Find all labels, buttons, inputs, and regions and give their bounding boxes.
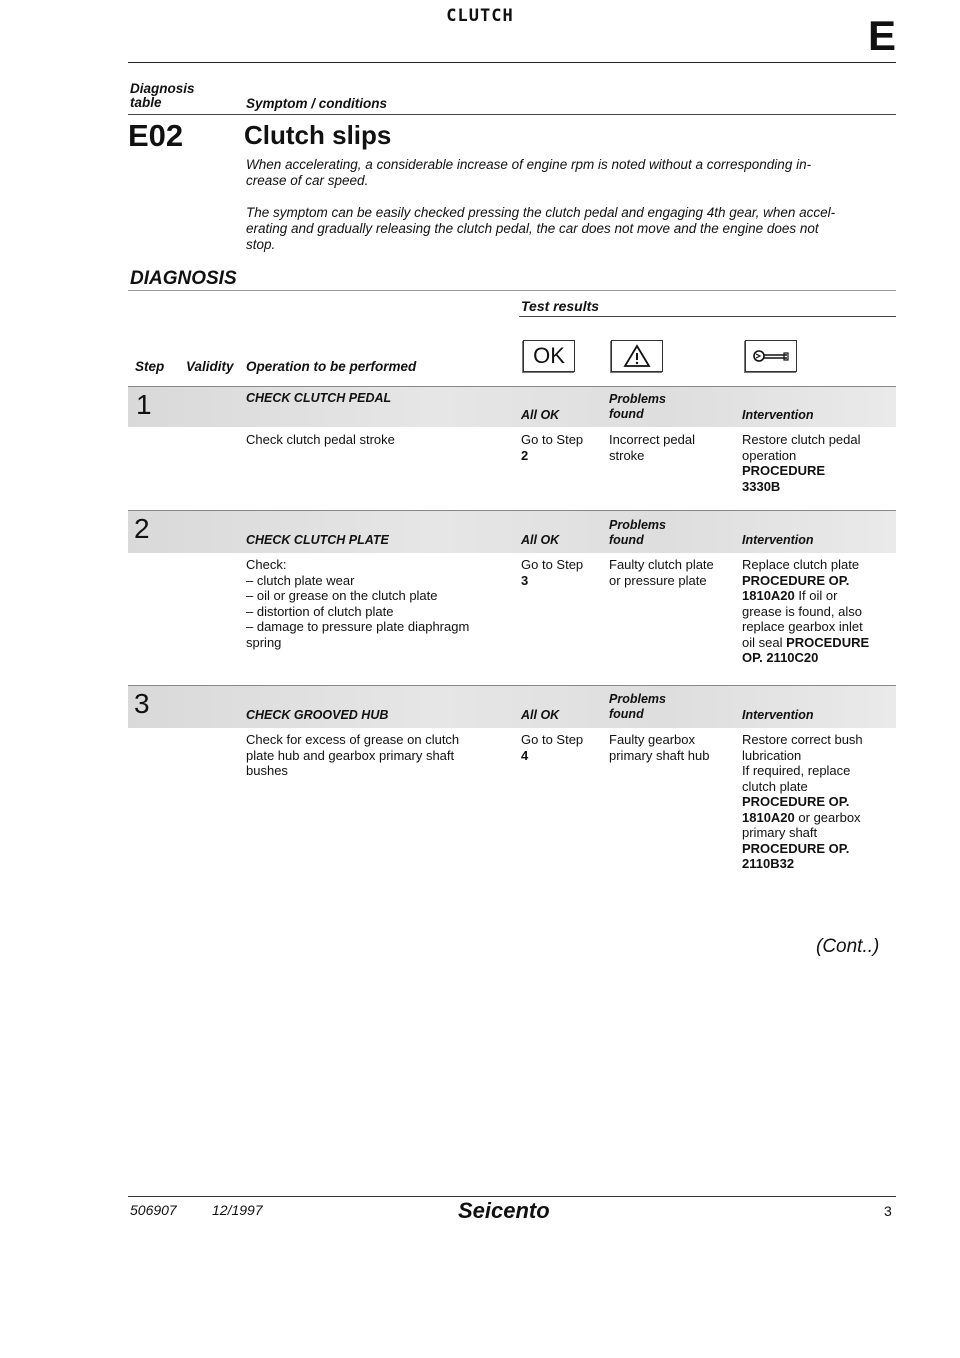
step-2-all-ok: All OK bbox=[521, 533, 560, 547]
intervention-line: oil seal PROCEDURE bbox=[742, 634, 870, 650]
test-results-rule bbox=[519, 316, 896, 317]
symptom-code: E02 bbox=[128, 118, 184, 153]
footer-date: 12/1997 bbox=[212, 1202, 263, 1218]
diagnosis-label-line2: table bbox=[130, 95, 162, 110]
text-line: Faulty gearbox bbox=[609, 732, 695, 747]
text-line: or pressure plate bbox=[609, 572, 707, 588]
symptom-conditions-label: Symptom / conditions bbox=[246, 96, 388, 111]
ok-icon-text: OK bbox=[533, 343, 565, 368]
diagnosis-label-line1: Diagnosis bbox=[130, 81, 195, 96]
warning-triangle-icon bbox=[611, 340, 663, 372]
header-rule bbox=[128, 62, 896, 63]
intervention-line: clutch plate bbox=[742, 778, 808, 794]
text-line: spring bbox=[246, 634, 282, 650]
text-line: Check: bbox=[246, 557, 287, 572]
intervention-line bbox=[742, 841, 863, 857]
step-1-problem bbox=[609, 432, 695, 463]
procedure-ref: 3330B bbox=[742, 478, 781, 494]
procedure-ref: 1810A20 bbox=[742, 588, 795, 603]
step-2-intervention: Intervention bbox=[742, 533, 814, 547]
text-line: – distortion of clutch plate bbox=[246, 603, 394, 619]
step-1-intervention-text bbox=[742, 432, 861, 494]
step-3-intervention: Intervention bbox=[742, 708, 814, 722]
symptom-description-2 bbox=[246, 205, 898, 253]
table-head-rule bbox=[128, 114, 896, 115]
intervention-line: operation bbox=[742, 447, 797, 463]
problems-line2: found bbox=[609, 707, 644, 721]
text-line: stroke bbox=[609, 447, 645, 463]
step-3-problem bbox=[609, 732, 709, 763]
intervention-line: replace gearbox inlet bbox=[742, 619, 863, 634]
step-2-problem bbox=[609, 557, 714, 588]
footer-rule bbox=[128, 1196, 896, 1197]
go-to-step-number: 3 bbox=[521, 572, 529, 588]
text-line: plate hub and gearbox primary shaft bbox=[246, 747, 455, 763]
col-validity: Validity bbox=[186, 359, 234, 374]
intervention-line bbox=[742, 794, 863, 810]
intervention-line bbox=[742, 479, 861, 495]
desc1-line2: crease of car speed. bbox=[246, 173, 369, 188]
col-operation: Operation to be performed bbox=[246, 359, 417, 374]
footer-doc-code: 506907 bbox=[130, 1202, 177, 1218]
footer-page-number: 3 bbox=[884, 1203, 892, 1219]
text-line: – damage to pressure plate diaphragm bbox=[246, 619, 470, 634]
procedure-ref: 2110B32 bbox=[742, 856, 795, 871]
intervention-line: 1810A20 If oil or bbox=[742, 588, 838, 603]
text-line: primary shaft hub bbox=[609, 747, 710, 763]
go-to-step-text: Go to Step bbox=[521, 432, 584, 447]
step-3-operation bbox=[246, 732, 459, 779]
problems-line1: Problems bbox=[609, 518, 666, 532]
go-to-step-text: Go to Step bbox=[521, 557, 584, 572]
symptom-description-1 bbox=[246, 157, 898, 189]
page-header-title: CLUTCH bbox=[446, 6, 514, 26]
procedure-ref: PROCEDURE bbox=[742, 463, 826, 478]
procedure-ref: 1810A20 bbox=[742, 809, 795, 825]
procedure-ref: OP. 2110C20 bbox=[742, 650, 819, 665]
step-3-all-ok: All OK bbox=[521, 708, 560, 722]
text-line: Incorrect pedal bbox=[609, 432, 695, 447]
step-1-operation bbox=[246, 432, 395, 448]
desc1-line1: When accelerating, a considerable increase of engine rpm is noted without a corresponding in- bbox=[246, 157, 812, 172]
intervention-line: 1810A20 or gearbox bbox=[742, 809, 861, 825]
procedure-ref: PROCEDURE bbox=[786, 634, 870, 650]
step-1-number: 1 bbox=[136, 389, 152, 420]
diagnosis-rule bbox=[128, 290, 896, 291]
test-results-label: Test results bbox=[521, 298, 600, 314]
desc2-line3: stop. bbox=[246, 237, 276, 252]
step-3-title: CHECK GROOVED HUB bbox=[246, 708, 389, 722]
intervention-line bbox=[742, 463, 861, 479]
step-3-intervention-text bbox=[742, 732, 863, 872]
footer-brand-logo: Seicento bbox=[458, 1198, 550, 1223]
text-line: Check for excess of grease on clutch bbox=[246, 732, 460, 747]
go-to-step-text: Go to Step bbox=[521, 732, 584, 747]
intervention-line: lubrication bbox=[742, 747, 802, 763]
problems-line2: found bbox=[609, 407, 644, 421]
intervention-line bbox=[742, 573, 869, 589]
intervention-line bbox=[742, 650, 869, 666]
col-step: Step bbox=[135, 359, 165, 374]
go-to-step-number: 4 bbox=[521, 747, 529, 763]
intervention-line: Restore clutch pedal bbox=[742, 432, 861, 447]
procedure-ref: PROCEDURE OP. bbox=[742, 572, 850, 588]
step-3-ok-result bbox=[521, 732, 583, 763]
step-2-title: CHECK CLUTCH PLATE bbox=[246, 533, 389, 547]
step-1-title: CHECK CLUTCH PEDAL bbox=[246, 391, 392, 405]
intervention-line: primary shaft bbox=[742, 825, 818, 840]
procedure-ref: PROCEDURE OP. bbox=[742, 840, 850, 856]
desc2-line2: erating and gradually releasing the clutch pedal, the car does not move and the engine does not bbox=[246, 221, 819, 236]
problems-line1: Problems bbox=[609, 392, 666, 406]
continued-label: (Cont..) bbox=[816, 936, 880, 957]
procedure-ref: PROCEDURE OP. bbox=[742, 794, 850, 809]
text-line: – oil or grease on the clutch plate bbox=[246, 588, 438, 603]
ok-icon bbox=[523, 340, 575, 372]
intervention-line: If required, replace bbox=[742, 763, 851, 778]
step-2-intervention-text bbox=[742, 557, 869, 666]
text-line: bushes bbox=[246, 763, 288, 778]
intervention-line: grease is found, also bbox=[742, 603, 862, 619]
problems-line2: found bbox=[609, 533, 644, 547]
go-to-step-number: 2 bbox=[521, 447, 529, 463]
step-3-number: 3 bbox=[134, 688, 150, 719]
desc2-line1: The symptom can be easily checked pressing the clutch pedal and engaging 4th gear, when accel- bbox=[246, 205, 836, 220]
step-1-ok-result bbox=[521, 432, 583, 463]
problems-line1: Problems bbox=[609, 692, 666, 706]
text-line: Faulty clutch plate bbox=[609, 557, 714, 572]
intervention-line: Replace clutch plate bbox=[742, 557, 860, 572]
symptom-title: Clutch slips bbox=[244, 120, 392, 150]
wrench-icon bbox=[745, 340, 797, 372]
step-2-number: 2 bbox=[134, 513, 150, 544]
section-letter: E bbox=[868, 12, 897, 59]
intervention-line bbox=[742, 856, 863, 872]
diagnosis-table-label bbox=[130, 82, 195, 110]
step-1-problems-found bbox=[609, 392, 666, 422]
step-1-all-ok: All OK bbox=[521, 408, 560, 422]
text-line: Check clutch pedal stroke bbox=[246, 432, 395, 447]
step-1-intervention: Intervention bbox=[742, 408, 814, 422]
intervention-line: Restore correct bush bbox=[742, 732, 863, 747]
diagnosis-heading: DIAGNOSIS bbox=[130, 268, 237, 289]
step-2-operation bbox=[246, 557, 469, 650]
step-3-problems-found bbox=[609, 692, 666, 722]
step-2-problems-found bbox=[609, 518, 666, 548]
step-2-ok-result bbox=[521, 557, 583, 588]
text-line: – clutch plate wear bbox=[246, 572, 355, 588]
